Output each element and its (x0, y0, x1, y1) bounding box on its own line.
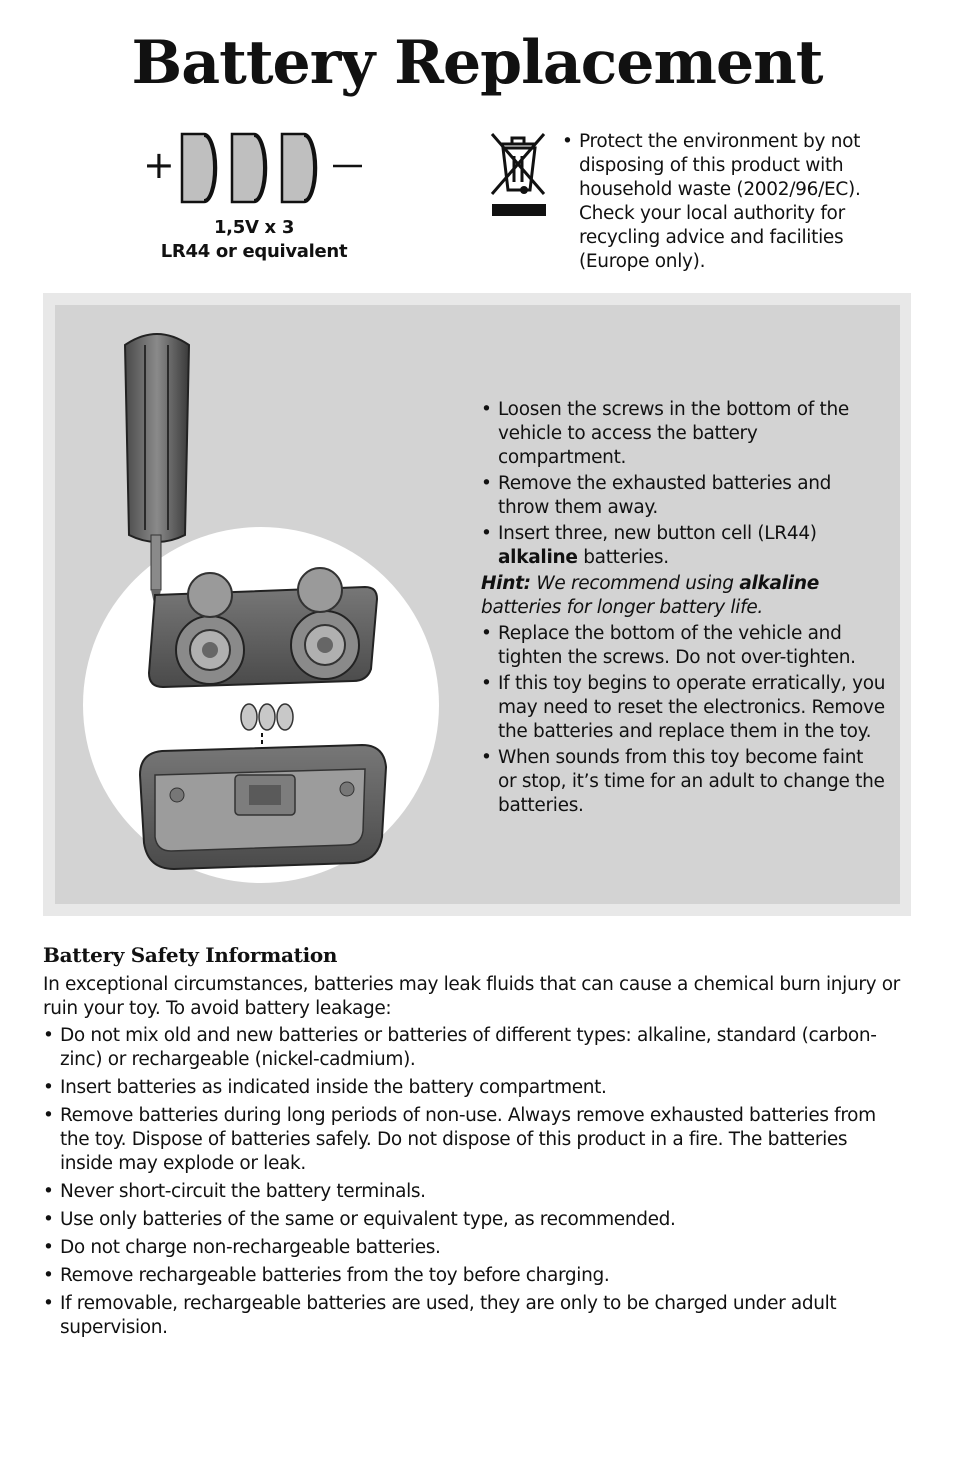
battery-compartment (140, 745, 386, 869)
safety-item: • Remove batteries during long periods of non-use. Always remove exhausted batteries from the toy. Dispose of batteries safely. Do not dispose of this product in a fire. The batteries inside may explode or leak. (43, 1104, 903, 1176)
page-title: Battery Replacement (131, 28, 823, 98)
safety-intro: In exceptional circumstances, batteries may leak fluids that can cause a chemical burn injury or ruin your toy. To avoid battery leakage: (43, 974, 900, 1019)
safety-item: • Do not charge non-rechargeable batteries. (43, 1236, 903, 1260)
instruction-step: • Loosen the screws in the bottom of the vehicle to access the battery compartment. (481, 398, 886, 471)
environment-notice (562, 130, 892, 274)
hint-text: We recommend using (536, 572, 734, 594)
step-text: Insert three, new button cell (LR44) (498, 523, 817, 545)
hint-label: Hint: (481, 572, 531, 594)
environment-notice-item: • Protect the environment by not disposing of this product with household waste (2002/96/EC). Check your local authority for recycling advice and facilities (Europe only). (562, 130, 892, 274)
battery-spec-line2: LR44 or equivalent (160, 241, 348, 262)
safety-item: • Use only batteries of the same or equivalent type, as recommended. (43, 1208, 903, 1232)
battery-replacement-illustration (55, 305, 465, 904)
alkaline-emphasis: alkaline (498, 547, 578, 569)
safety-item: • Do not mix old and new batteries or batteries of different types: alkaline, standard (carbon-zinc) or rechargeable (nickel-cadmium). (43, 1024, 903, 1072)
safety-item: • Never short-circuit the battery terminals. (43, 1180, 903, 1204)
three-button-cell-batteries-icon (140, 128, 370, 208)
safety-item: • If removable, rechargeable batteries are used, they are only to be charged under adult supervision. (43, 1292, 903, 1340)
battery-spec (140, 216, 368, 264)
button-cell-batteries (241, 704, 293, 730)
instruction-step (481, 522, 886, 570)
hint-emphasis: alkaline (739, 572, 819, 594)
safety-list (43, 1024, 903, 1344)
hint-text: batteries for longer battery life. (481, 597, 763, 619)
safety-title: Battery Safety Information (43, 943, 338, 967)
instruction-step: • If this toy begins to operate erratically, you may need to reset the electronics. Remove the batteries and replace them in the toy. (481, 672, 886, 745)
safety-item: • Insert batteries as indicated inside the battery compartment. (43, 1076, 903, 1100)
instruction-list (481, 398, 886, 820)
hint (481, 572, 886, 620)
instruction-step: • Replace the bottom of the vehicle and tighten the screws. Do not over-tighten. (481, 622, 886, 670)
battery-spec-line1: 1,5V x 3 (213, 217, 295, 238)
instruction-step: • Remove the exhausted batteries and throw them away. (481, 472, 886, 520)
step-text: batteries. (583, 547, 669, 569)
instruction-step: • When sounds from this toy become faint or stop, it’s time for an adult to change the batteries. (481, 746, 886, 819)
crossed-out-wheelie-bin-icon (486, 130, 550, 220)
plus-symbol: + (143, 143, 175, 187)
safety-item: • Remove rechargeable batteries from the toy before charging. (43, 1264, 903, 1288)
